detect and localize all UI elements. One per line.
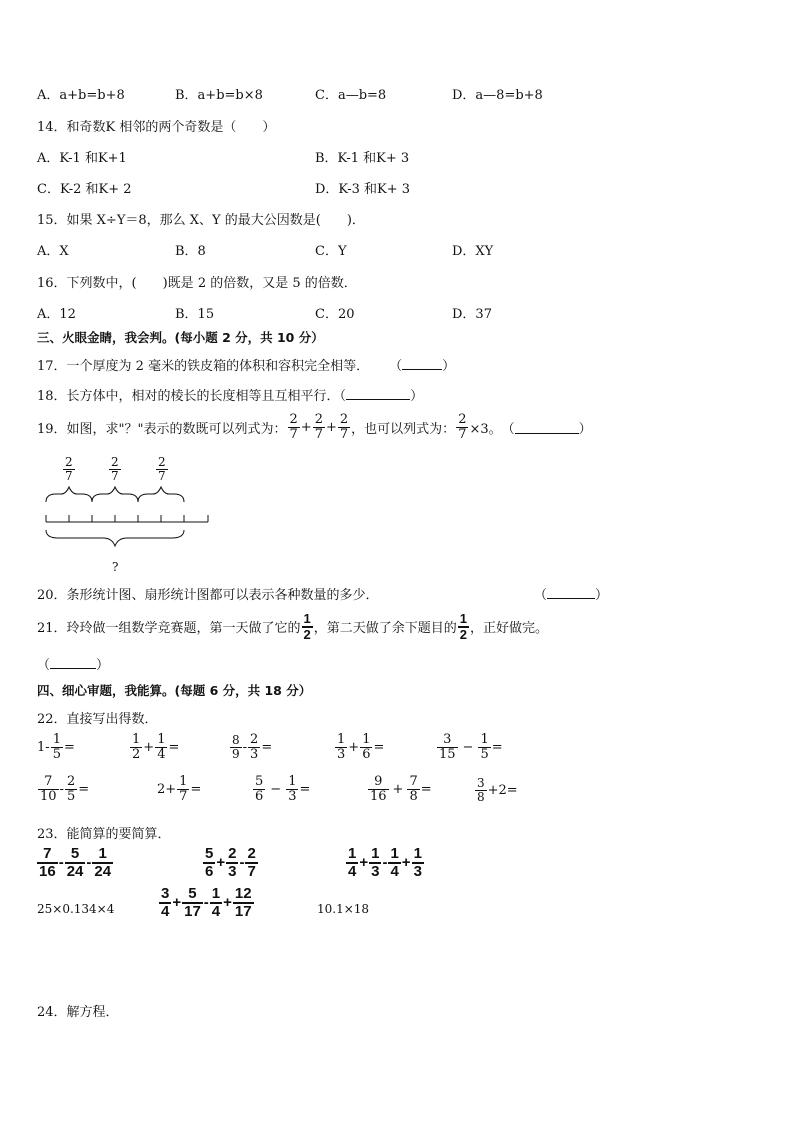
q22-expr-8: $\frac{5}{6}$ − $\frac{1}{3}$ = (255, 774, 311, 804)
q23-expr-4: 25×0.134×4 (37, 902, 115, 916)
section-4-heading: 四、细心审题，我能算。(每题 6 分，共 18 分） (37, 683, 312, 698)
q21-text-3: ，正好做完。 (470, 621, 549, 637)
q21-fraction-2: $\frac{1}{2}$ (459, 611, 468, 642)
q17 (37, 355, 455, 374)
q13-option-c: C．a—b=8 (315, 88, 387, 103)
bottom-brace (46, 530, 184, 546)
top-brace-1 (46, 487, 92, 502)
question-mark: ? (112, 560, 119, 574)
q15-option-c: C．Y (315, 244, 347, 259)
q15-option-b: B．8 (175, 244, 206, 259)
q16-option-a: A．12 (37, 307, 76, 322)
q22-expr-1: 1 - $\frac{1}{5}$ = (37, 732, 75, 762)
q18-lparen: （ (339, 389, 347, 404)
q18-text: 18．长方体中，相对的棱长的长度相等且互相平行． (37, 389, 340, 404)
diagram-label-3: $\frac{2}{7}$ (158, 455, 166, 483)
q22-expr-10: $\frac{3}{8}$ +2= (477, 776, 518, 804)
q22-expr-6: $\frac{7}{10}$ - $\frac{2}{5}$ = (40, 774, 90, 804)
q21-text-1: 21．玲玲做一组数学竞赛题，第一天做了它的 (37, 621, 301, 637)
q23-expr-6: 10.1×18 (317, 902, 370, 916)
q17-lparen: （ (389, 359, 403, 374)
q23-expr-2: $\frac{5}{6}$ + $\frac{2}{3}$ - $\frac{2}{7}$ (205, 845, 256, 880)
q19 (37, 413, 592, 441)
q17-text: 17．一个厚度为 2 毫米的铁皮箱的体积和容积完全相等． (37, 359, 370, 374)
q16-stem: 16．下列数中，( )既是 2 的倍数，又是 5 的倍数． (37, 276, 357, 291)
q20-text: 20．条形统计图、扇形统计图都可以表示各种数量的多少． (37, 588, 379, 603)
q13-option-b: B．a+b=b×8 (175, 88, 263, 103)
q18-rparen: ） (410, 389, 424, 404)
q14-option-a: A．K-1 和K+1 (37, 151, 127, 166)
q15-stem: 15．如果 X÷Y＝8，那么 X、Y 的最大公因数是( )． (37, 213, 365, 228)
q22-expr-3: $\frac{8}{9}$ - $\frac{2}{3}$ = (232, 732, 273, 762)
q18 (37, 385, 423, 404)
q19-number-line-diagram (40, 484, 220, 548)
q19-fraction: $\frac{2}{7}$ (458, 412, 467, 442)
q17-rparen: ） (442, 359, 456, 374)
q19-times: ×3。 (469, 421, 502, 437)
q14-option-c: C．K-2 和K+ 2 (37, 182, 132, 197)
q21-answer-blank[interactable] (50, 668, 96, 669)
q19-answer-blank[interactable] (515, 433, 579, 434)
q22-expr-4: $\frac{1}{3}$ + $\frac{1}{6}$ = (337, 732, 385, 762)
q16-option-c: C．20 (315, 307, 355, 322)
q23-expr-3: $\frac{1}{4}$ + $\frac{1}{3}$ - $\frac{1}{4}$ + $\frac{1}{3}$ (348, 845, 422, 880)
q21-lparen: （ (37, 658, 51, 673)
top-brace-2 (92, 487, 138, 502)
plus-sign: + (300, 419, 312, 435)
q14-stem: 14．和奇数K 相邻的两个奇数是（ ） (37, 120, 276, 135)
q14-option-d: D．K-3 和K+ 3 (315, 182, 410, 197)
diagram-label-1: $\frac{2}{7}$ (65, 455, 73, 483)
q19-lparen: （ (501, 421, 515, 437)
q19-middle: ，也可以列式为： (351, 421, 456, 437)
q19-prefix: 19．如图，求"？"表示的数既可以列式为： (37, 421, 287, 437)
q21 (37, 612, 548, 641)
q21-fraction-1: $\frac{1}{2}$ (303, 611, 311, 642)
q22-stem: 22．直接写出得数． (37, 712, 158, 727)
q20-answer (534, 584, 608, 603)
q22-expr-2: $\frac{1}{2}$ + $\frac{1}{4}$ = (132, 732, 180, 762)
q16-option-b: B．15 (175, 307, 215, 322)
q23-expr-1: $\frac{7}{16}$ - $\frac{5}{24}$ - $\frac{1}{24}$ (39, 845, 112, 880)
q20-lparen: （ (534, 588, 548, 603)
q13-option-a: A．a+b=b+8 (37, 88, 125, 103)
q19-fraction: $\frac{2}{7}$ (339, 412, 349, 442)
q16-option-d: D．37 (452, 307, 492, 322)
q13-option-d: D．a—8=b+8 (452, 88, 543, 103)
q19-fraction: $\frac{2}{7}$ (314, 412, 323, 442)
q22-expr-5: $\frac{3}{15}$ − $\frac{1}{5}$ = (439, 732, 503, 762)
q21-answer (37, 654, 109, 673)
q21-text-2: ，第二天做了余下题目的 (313, 621, 457, 637)
q14-option-b: B．K-1 和K+ 3 (315, 151, 410, 166)
diagram-label-2: $\frac{2}{7}$ (111, 455, 119, 483)
q18-answer-blank[interactable] (346, 399, 410, 400)
q24-stem: 24．解方程． (37, 1005, 119, 1020)
q22-expr-7: 2+ $\frac{1}{7}$ = (157, 774, 202, 804)
q15-option-a: A．X (37, 244, 69, 259)
q22-expr-9: $\frac{9}{16}$ + $\frac{7}{8}$ = (370, 774, 432, 804)
q20-answer-blank[interactable] (547, 598, 595, 599)
plus-sign: + (325, 419, 337, 435)
section-3-heading: 三、火眼金睛，我会判。(每小题 2 分，共 10 分） (37, 330, 324, 345)
top-brace-3 (138, 487, 184, 502)
q21-rparen: ） (96, 658, 110, 673)
q20-rparen: ） (595, 588, 609, 603)
q23-expr-5: $\frac{3}{4}$ + $\frac{5}{17}$ - $\frac{1}{4}$ + $\frac{12}{17}$ (161, 885, 252, 920)
q17-answer-blank[interactable] (402, 369, 442, 370)
q15-option-d: D．XY (452, 244, 494, 259)
q19-fraction: $\frac{2}{7}$ (289, 412, 298, 442)
q23-stem: 23．能简算的要简算． (37, 827, 171, 842)
q19-rparen: ） (578, 421, 592, 437)
